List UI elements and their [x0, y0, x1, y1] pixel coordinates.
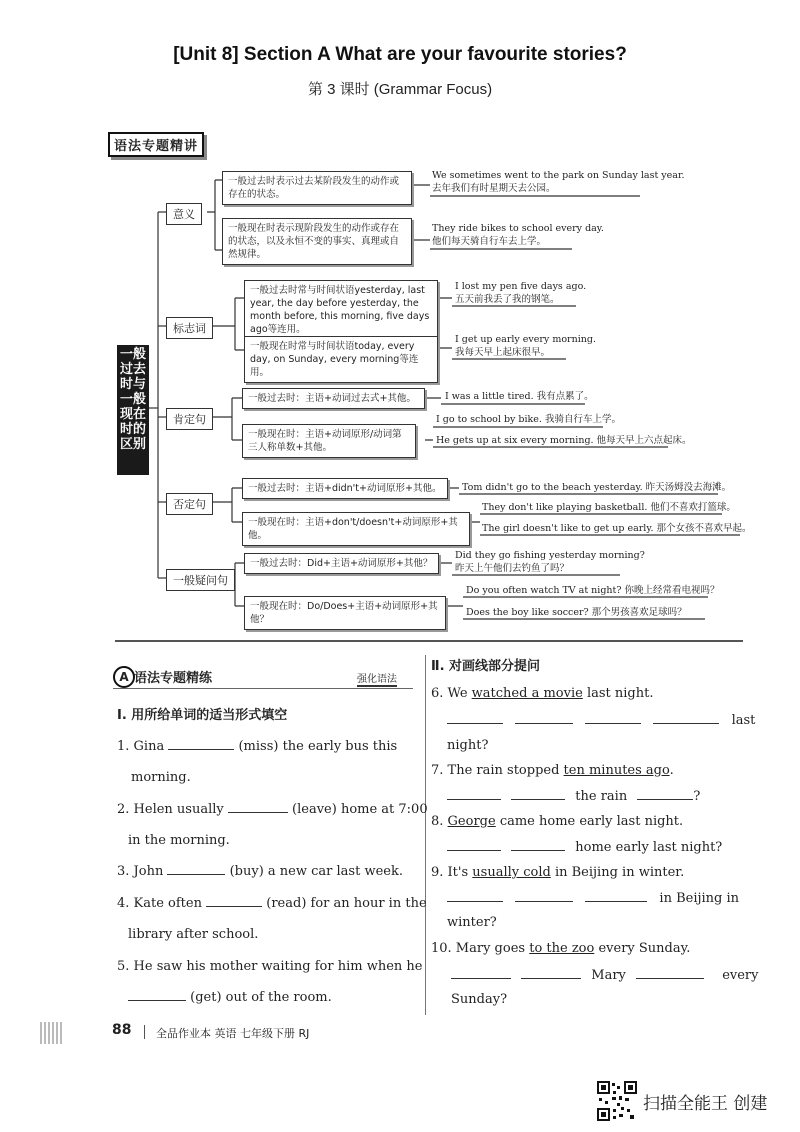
- example-text: 五天前我丢了我的钢笔。: [455, 294, 560, 305]
- example-text: 他们每天骑自行车去上学。: [432, 236, 547, 247]
- answer-blank[interactable]: [447, 889, 503, 902]
- grammar-section-tag: 语法专题精讲: [108, 132, 204, 157]
- answer-blank[interactable]: [521, 966, 581, 979]
- question-text: last night.: [582, 686, 654, 701]
- underlined-text: ten minutes ago: [563, 763, 670, 778]
- question-text: in the morning.: [128, 833, 230, 848]
- question-text: in Beijing in winter.: [550, 865, 685, 880]
- rule-question-present: 一般现在时：Do/Does+主语+动词原形+其他？: [244, 596, 446, 630]
- question-text: (miss) the early bus this: [238, 739, 398, 754]
- example-text: I get up early every morning.: [455, 334, 596, 345]
- question-5: [117, 957, 423, 977]
- question-text: (leave) home at 7:00: [292, 802, 428, 817]
- question-text: library after school.: [128, 927, 259, 942]
- answer-line-7: [447, 787, 700, 807]
- section-divider: [115, 640, 743, 642]
- category-meaning: 意义: [166, 203, 202, 225]
- rule-negative-present: 一般现在时：主语+don't/doesn't+动词原形+其他。: [242, 512, 470, 546]
- question-7: [431, 761, 674, 781]
- rule-meaning-present: 一般现在时表示现阶段发生的动作或存在的状态，以及永恒不变的事实、真理或自然规律。: [222, 218, 412, 265]
- center-line-6: 时的: [119, 422, 146, 437]
- answer-blank[interactable]: [447, 787, 501, 800]
- example-text: 去年我们有时星期天去公园。: [432, 183, 556, 194]
- question-text: Sunday?: [451, 992, 508, 1007]
- rule-signal-present: 一般现在时常与时间状语today, every day, on Sunday, every morning等连用。: [244, 336, 438, 383]
- answer-blank[interactable]: [585, 711, 641, 724]
- example-text: They don't like playing basketball. 他们不喜欢打篮球。: [482, 502, 736, 513]
- center-line-1: 一般: [119, 347, 146, 362]
- answer-blank[interactable]: [511, 787, 565, 800]
- answer-blank[interactable]: [447, 711, 503, 724]
- example-text: I go to school by bike. 我骑自行车上学。: [436, 414, 621, 425]
- question-9: [431, 863, 684, 883]
- page-subtitle: 第 3 课时 (Grammar Focus): [307, 81, 493, 98]
- category-negative: 否定句: [166, 493, 213, 515]
- question-text: (read) for an hour in the: [266, 896, 427, 911]
- watermark-text: 扫描全能王 创建: [643, 1094, 768, 1114]
- answer-blank[interactable]: [128, 988, 186, 1001]
- question-text: 2. Helen usually: [117, 802, 224, 817]
- example-text: Do you often watch TV at night? 你晚上经常看电视吗？: [466, 585, 720, 596]
- answer-blank[interactable]: [206, 894, 262, 907]
- question-text: in Beijing in: [659, 891, 740, 906]
- answer-line-6: [447, 711, 755, 731]
- question-text: 8.: [431, 814, 448, 829]
- footer-divider: [144, 1025, 145, 1039]
- category-affirmative: 肯定句: [166, 408, 213, 430]
- question-10: [431, 939, 690, 959]
- question-text: every: [722, 968, 759, 983]
- question-2: [117, 800, 428, 820]
- question-text: 3. John: [117, 864, 164, 879]
- answer-line-10: [451, 966, 758, 986]
- question-text: night?: [447, 738, 489, 753]
- question-3: [117, 862, 403, 882]
- center-line-2: 过去: [119, 362, 146, 377]
- part2-title: Ⅱ. 对画线部分提问: [431, 659, 541, 674]
- question-text: last: [731, 713, 756, 728]
- practice-tag: 强化语法: [357, 670, 397, 687]
- book-info: 全品作业本 英语 七年级下册 RJ: [156, 1027, 310, 1040]
- center-line-5: 现在: [119, 407, 146, 422]
- underlined-text: usually cold: [472, 865, 551, 880]
- page-number: 88: [112, 1022, 132, 1038]
- answer-blank[interactable]: [228, 800, 288, 813]
- qr-code-icon: [597, 1081, 637, 1121]
- answer-blank[interactable]: [637, 787, 693, 800]
- answer-line-9: [447, 889, 739, 909]
- example-text: We sometimes went to the park on Sunday last year.: [432, 170, 685, 181]
- rule-meaning-past: 一般过去时表示过去某阶段发生的动作或存在的状态。: [222, 171, 412, 205]
- example-text: They ride bikes to school every day.: [432, 223, 604, 234]
- mind-map-center: [117, 345, 149, 475]
- question-text: the rain: [575, 789, 628, 804]
- example-text: 我每天早上起床很早。: [455, 347, 551, 358]
- underlined-text: to the zoo: [529, 941, 595, 956]
- practice-title: 语法专题精练: [134, 671, 213, 686]
- rule-affirmative-present: 一般现在时：主语+动词原形/动词第三人称单数+其他。: [242, 424, 416, 458]
- question-6: [431, 684, 653, 704]
- example-text: Tom didn't go to the beach yesterday. 昨天汤姆没去海滩。: [462, 482, 732, 493]
- answer-blank[interactable]: [636, 966, 704, 979]
- center-line-7: 区别: [119, 437, 146, 452]
- question-text: 10. Mary goes: [431, 941, 530, 956]
- question-text: (get) out of the room.: [190, 990, 332, 1005]
- answer-line-8: [447, 838, 722, 858]
- category-signal-words: 标志词: [166, 317, 213, 339]
- question-text: home early last night?: [575, 840, 723, 855]
- practice-title-underline: [113, 688, 413, 689]
- binding-edge: [40, 1022, 62, 1044]
- rule-affirmative-past: 一般过去时：主语+动词过去式+其他。: [242, 388, 425, 409]
- example-text: The girl doesn't like to get up early. 那个女孩不喜欢早起。: [482, 523, 752, 534]
- page-title: [Unit 8] Section A What are your favourite stories?: [173, 44, 627, 65]
- question-text: 9. It's: [431, 865, 473, 880]
- question-4: [117, 894, 427, 914]
- question-text: came home early last night.: [495, 814, 684, 829]
- question-text: every Sunday.: [594, 941, 691, 956]
- example-text: Did they go fishing yesterday morning?: [455, 550, 645, 561]
- example-text: He gets up at six every morning. 他每天早上六点起床。: [436, 435, 692, 446]
- question-text: winter?: [447, 915, 497, 930]
- question-8: [431, 812, 683, 832]
- question-text: morning.: [131, 770, 191, 785]
- answer-blank[interactable]: [451, 966, 511, 979]
- answer-blank[interactable]: [653, 711, 719, 724]
- example-text: I lost my pen five days ago.: [455, 281, 587, 292]
- question-text: 4. Kate often: [117, 896, 202, 911]
- center-line-3: 时与: [119, 377, 146, 392]
- column-divider: [425, 655, 426, 1015]
- rule-negative-past: 一般过去时：主语+didn't+动词原形+其他。: [242, 478, 448, 499]
- question-text: ?: [693, 789, 701, 804]
- rule-signal-past: 一般过去时常与时间状语yesterday, last year, the day before yesterday, the month before, this morning, five days ago等连用。: [244, 280, 438, 340]
- question-text: Mary: [591, 968, 626, 983]
- example-text: I was a little tired. 我有点累了。: [445, 391, 594, 402]
- answer-blank[interactable]: [167, 862, 225, 875]
- rule-question-past: 一般过去时：Did+主语+动词原形+其他？: [244, 553, 439, 574]
- answer-blank[interactable]: [515, 711, 573, 724]
- question-text: 1. Gina: [117, 739, 165, 754]
- answer-blank[interactable]: [447, 838, 501, 851]
- question-text: .: [669, 763, 674, 778]
- category-yes-no-question: 一般疑问句: [166, 569, 235, 591]
- question-5-line2: [128, 988, 332, 1008]
- question-text: 5. He saw his mother waiting for him when he: [117, 959, 423, 974]
- section-a-icon: A: [113, 666, 135, 688]
- center-line-4: 一般: [119, 392, 146, 407]
- example-text: 昨天上午他们去钓鱼了吗？: [455, 563, 570, 574]
- answer-blank[interactable]: [511, 838, 565, 851]
- example-text: Does the boy like soccer? 那个男孩喜欢足球吗？: [466, 607, 687, 618]
- underlined-text: George: [447, 814, 496, 829]
- answer-blank[interactable]: [515, 889, 573, 902]
- question-1: [117, 737, 397, 757]
- question-text: 7. The rain stopped: [431, 763, 564, 778]
- answer-blank[interactable]: [168, 737, 234, 750]
- answer-blank[interactable]: [585, 889, 647, 902]
- question-text: 6. We: [431, 686, 472, 701]
- question-text: (buy) a new car last week.: [229, 864, 403, 879]
- underlined-text: watched a movie: [471, 686, 583, 701]
- part1-title: Ⅰ. 用所给单词的适当形式填空: [117, 708, 288, 723]
